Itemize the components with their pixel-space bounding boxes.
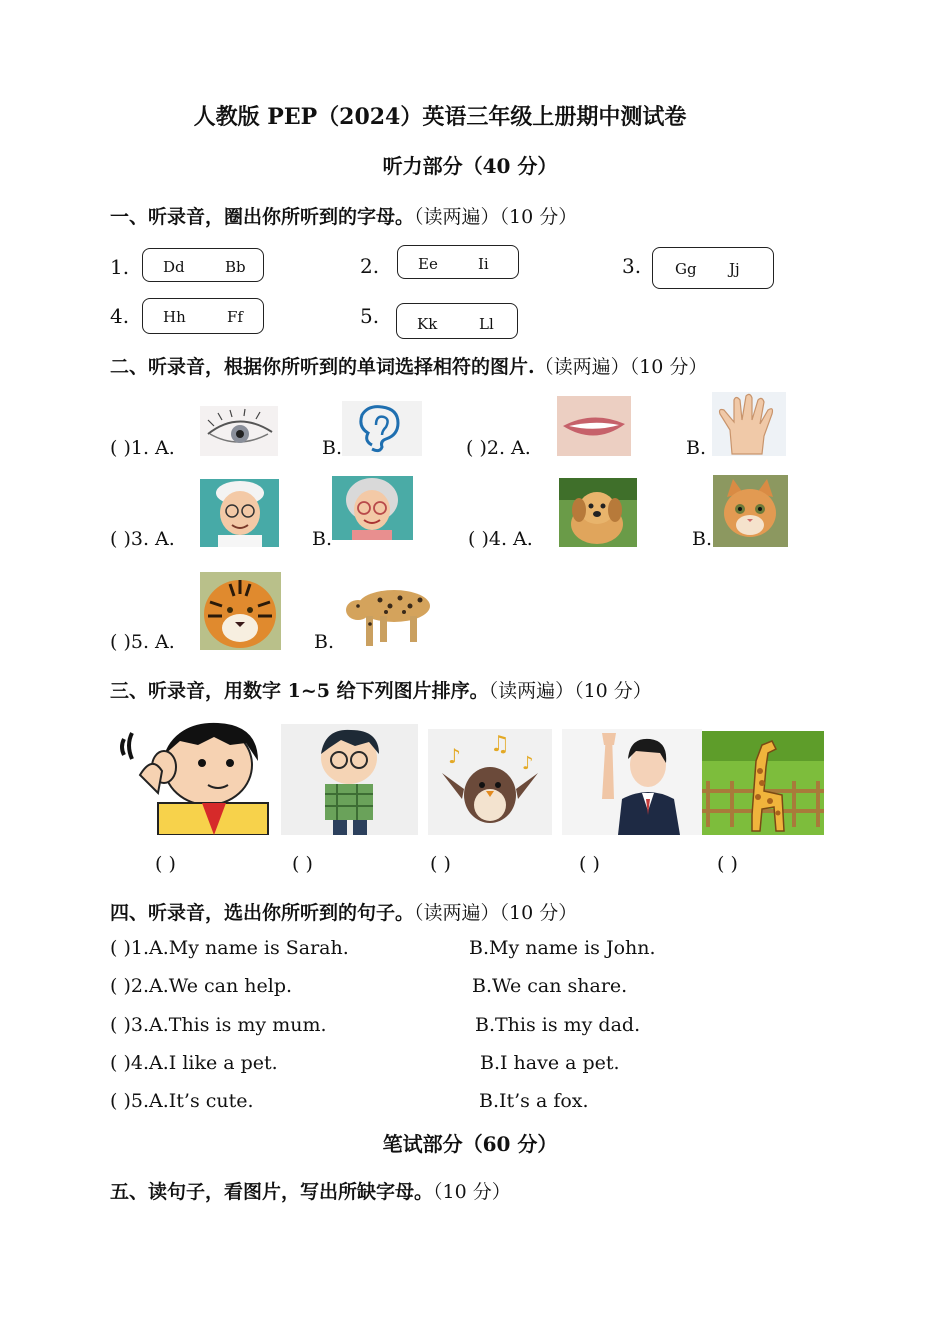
letter-item-3-number: 3. xyxy=(622,254,642,278)
mouth-icon xyxy=(557,396,631,456)
grandma-picture[interactable] xyxy=(332,476,413,540)
letter-choice-box-1[interactable] xyxy=(142,248,264,282)
section4-heading xyxy=(110,898,577,925)
section3-heading-text: 三、听录音，用数字 1~5 给下列图片排序。 xyxy=(110,680,489,702)
section4-note: （读两遍）（10 分） xyxy=(414,902,578,924)
letter-item-5-number: 5. xyxy=(360,304,380,328)
ear-picture[interactable] xyxy=(342,401,422,456)
option-a: A.This is my mum. xyxy=(149,1014,327,1036)
section3-heading xyxy=(110,676,652,703)
sentence-item-3: ( )3.A.This is my mum. xyxy=(110,1014,327,1036)
order-blank-4[interactable]: ( ) xyxy=(579,853,600,875)
answer-blank[interactable]: ( ) xyxy=(110,528,131,550)
sentence-item-3-option-b: B.This is my dad. xyxy=(475,1014,641,1036)
section5-heading xyxy=(110,1177,511,1204)
letter-choice-box-3[interactable] xyxy=(652,247,774,289)
grandpa-icon xyxy=(200,479,279,547)
sentence-item-1: ( )1.A.My name is Sarah. xyxy=(110,937,349,959)
woman-waving-icon xyxy=(562,729,702,835)
bird-singing-picture[interactable] xyxy=(428,729,552,835)
hand-icon xyxy=(712,392,786,456)
section1-heading-text: 一、听录音，圈出你所听到的字母。 xyxy=(110,206,415,228)
dog-picture[interactable] xyxy=(559,478,637,547)
answer-blank[interactable]: ( ) xyxy=(466,437,487,459)
listening-header: 听力部分（40 分） xyxy=(382,154,558,178)
tiger-picture[interactable] xyxy=(200,572,281,650)
letter-choice-box-2[interactable] xyxy=(397,245,519,279)
order-blank-5[interactable]: ( ) xyxy=(717,853,738,875)
answer-blank[interactable]: ( ) xyxy=(468,528,489,550)
option-a: A.We can help. xyxy=(149,975,293,997)
sentence-item-4: ( )4.A.I like a pet. xyxy=(110,1052,278,1074)
q2-4-label: ( )4. A. xyxy=(468,528,533,550)
section4-heading-text: 四、听录音，选出你所听到的句子。 xyxy=(110,902,415,924)
svg-text:♪: ♪ xyxy=(448,744,461,768)
letter-option[interactable]: Ll xyxy=(479,315,494,333)
section1-heading xyxy=(110,202,577,229)
section2-heading-text: 二、听录音，根据你所听到的单词选择相符的图片. xyxy=(110,356,535,378)
answer-blank[interactable]: ( ) xyxy=(110,437,131,459)
q2-3-option-b: B. xyxy=(312,528,333,550)
section5-note: （10 分） xyxy=(433,1181,511,1203)
letter-option[interactable]: Jj xyxy=(729,260,740,278)
eye-icon xyxy=(200,406,278,456)
option-a: A.It’s cute. xyxy=(149,1090,254,1112)
boy-listening-picture[interactable] xyxy=(118,715,270,835)
sentence-item-2-option-b: B.We can share. xyxy=(472,975,628,997)
order-blank-1[interactable]: ( ) xyxy=(155,853,176,875)
mouth-picture[interactable] xyxy=(557,396,631,456)
giraffe-icon xyxy=(702,731,824,835)
option-a: A.I like a pet. xyxy=(149,1052,278,1074)
grandpa-picture[interactable] xyxy=(200,479,279,547)
letter-option[interactable]: Ii xyxy=(478,255,489,273)
section2-note: （读两遍）（10 分） xyxy=(534,356,708,378)
answer-blank[interactable]: ( ) xyxy=(110,1090,131,1112)
q2-5-option-b: B. xyxy=(314,631,335,653)
dog-icon xyxy=(559,478,637,547)
answer-blank[interactable]: ( ) xyxy=(110,1052,131,1074)
hand-picture[interactable] xyxy=(712,392,786,456)
tiger-icon xyxy=(200,572,281,650)
letter-choice-box-4[interactable] xyxy=(142,298,264,334)
letter-option[interactable]: Bb xyxy=(225,258,246,276)
sentence-item-4-option-b: B.I have a pet. xyxy=(480,1052,620,1074)
sentence-item-5: ( )5.A.It’s cute. xyxy=(110,1090,254,1112)
section3-note: （读两遍）（10 分） xyxy=(488,680,652,702)
sentence-item-5-option-b: B.It’s a fox. xyxy=(479,1090,589,1112)
section5-heading-text: 五、读句子，看图片，写出所缺字母。 xyxy=(110,1181,434,1203)
sentence-item-2: ( )2.A.We can help. xyxy=(110,975,293,997)
letter-option[interactable]: Ff xyxy=(227,308,243,326)
q2-5-label: ( )5. A. xyxy=(110,631,175,653)
leopard-icon xyxy=(336,572,436,650)
q2-2-option-b: B. xyxy=(686,437,707,459)
answer-blank[interactable]: ( ) xyxy=(110,1014,131,1036)
boy-glasses-icon xyxy=(281,724,418,835)
letter-option[interactable]: Hh xyxy=(163,308,186,326)
sentence-item-1-option-b: B.My name is John. xyxy=(469,937,656,959)
letter-option[interactable]: Kk xyxy=(417,315,438,333)
order-blank-2[interactable]: ( ) xyxy=(292,853,313,875)
letter-option[interactable]: Gg xyxy=(675,260,697,278)
page-title: 人教版 PEP（2024）英语三年级上册期中测试卷 xyxy=(193,104,687,130)
section2-heading xyxy=(110,352,707,379)
q2-3-label: ( )3. A. xyxy=(110,528,175,550)
letter-item-4-number: 4. xyxy=(110,304,130,328)
boy-listening-icon xyxy=(118,715,270,835)
written-header: 笔试部分（60 分） xyxy=(382,1132,558,1156)
eye-picture[interactable] xyxy=(200,406,278,456)
order-blank-3[interactable]: ( ) xyxy=(430,853,451,875)
giraffe-picture[interactable] xyxy=(702,731,824,835)
cat-picture[interactable] xyxy=(713,475,788,547)
ear-icon xyxy=(342,401,422,456)
bird-singing-icon xyxy=(428,729,552,835)
leopard-picture[interactable] xyxy=(336,572,436,650)
letter-item-1-number: 1. xyxy=(110,255,130,279)
q2-4-option-b: B. xyxy=(692,528,713,550)
letter-option[interactable]: Ee xyxy=(418,255,438,273)
cat-icon xyxy=(713,475,788,547)
boy-glasses-picture[interactable] xyxy=(281,724,418,835)
q2-2-label: ( )2. A. xyxy=(466,437,531,459)
option-a: A.My name is Sarah. xyxy=(149,937,349,959)
svg-text:♪: ♪ xyxy=(522,753,534,774)
woman-waving-picture[interactable] xyxy=(562,729,702,835)
answer-blank[interactable]: ( ) xyxy=(110,975,131,997)
letter-option[interactable]: Dd xyxy=(163,258,185,276)
q2-1-label: ( )1. A. xyxy=(110,437,175,459)
svg-text:♫: ♫ xyxy=(490,732,510,757)
q2-1-option-b: B. xyxy=(322,437,343,459)
letter-choice-box-5[interactable] xyxy=(396,303,518,339)
letter-item-2-number: 2. xyxy=(360,254,380,278)
answer-blank[interactable]: ( ) xyxy=(110,937,131,959)
section1-note: （读两遍）（10 分） xyxy=(414,206,578,228)
grandma-icon xyxy=(332,476,413,540)
answer-blank[interactable]: ( ) xyxy=(110,631,131,653)
